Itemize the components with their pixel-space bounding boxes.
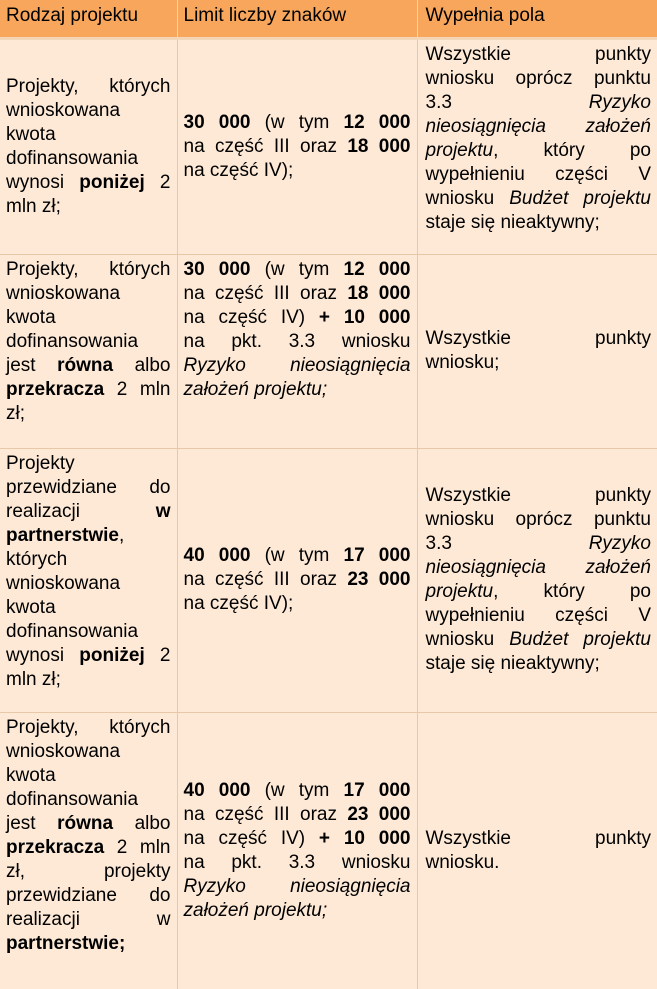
text-run: kwota: [6, 123, 56, 145]
cell-line: [426, 211, 652, 235]
text-run: wypełnieniu części V: [425, 605, 651, 626]
fields-filled-cell: [417, 712, 657, 989]
italic-text: Ryzyko nieosiągnięcia: [183, 875, 411, 897]
header-project-type: Rodzaj projektu: [0, 0, 177, 38]
text-run: zł;: [6, 402, 25, 424]
text-run: 2 mln: [104, 378, 171, 400]
cell-line: [426, 508, 652, 532]
cell-line: [184, 851, 411, 875]
text-run: wniosku;: [425, 352, 500, 373]
cell-line: [184, 592, 411, 616]
cell-line: [426, 652, 652, 676]
text-run: na część III oraz: [183, 803, 348, 825]
text-run: staje się nieaktywny;: [425, 211, 600, 233]
text-run: Projekty, których: [6, 75, 171, 97]
character-limit-cell: [177, 38, 417, 254]
text-run: Projekty, których: [6, 716, 171, 738]
text-run: (w tym: [250, 779, 344, 801]
fields-filled-cell: [417, 254, 657, 448]
project-type-cell: [0, 254, 177, 448]
text-run: 3.3: [425, 533, 589, 554]
character-limit-cell: [177, 254, 417, 448]
bold-text: w: [155, 500, 171, 522]
header-character-limit: Limit liczby znaków: [177, 0, 417, 38]
fields-filled-cell: [417, 38, 657, 254]
text-run: kwota: [6, 764, 56, 786]
text-run: na część III oraz: [183, 135, 348, 157]
text-run: na część III oraz: [183, 282, 348, 304]
bold-text: równa: [57, 812, 114, 834]
text-run: przewidziane do: [6, 476, 171, 498]
header-fields-filled: Wypełnia pola: [417, 0, 657, 38]
cell-line: [184, 779, 411, 803]
text-run: Wszystkie punkty: [425, 827, 651, 849]
cell-line: [6, 860, 171, 884]
text-run: dofinansowania: [6, 620, 139, 642]
italic-text: projektu: [425, 581, 494, 602]
bold-text: poniżej: [79, 171, 145, 193]
cell-line: [6, 908, 171, 932]
cell-line: [6, 836, 171, 860]
text-run: Projekty, których: [6, 258, 171, 280]
cell-line: [426, 67, 652, 91]
italic-text: założeń projektu;: [183, 899, 328, 921]
text-run: wypełnieniu części V: [425, 163, 651, 185]
table-row: [0, 254, 657, 448]
cell-line: [184, 875, 411, 899]
cell-line: [184, 827, 411, 851]
cell-line: [6, 740, 171, 764]
italic-text: Ryzyko: [588, 91, 651, 113]
cell-line: [6, 788, 171, 812]
cell-line: [426, 43, 652, 67]
text-run: Projekty: [6, 452, 75, 474]
text-run: wnioskowana: [6, 99, 121, 121]
cell-line: [6, 171, 171, 195]
italic-text: Budżet projektu: [509, 187, 652, 209]
text-run: 2 mln: [104, 836, 171, 858]
cell-line: [6, 524, 171, 548]
text-run: kwota: [6, 306, 56, 328]
cell-line: [184, 159, 411, 183]
text-run: Wszystkie punkty: [425, 485, 651, 506]
text-run: na część IV): [183, 306, 319, 328]
cell-line: [184, 306, 411, 330]
bold-text: 18 000: [347, 282, 411, 304]
text-run: wnioskowana: [6, 572, 121, 594]
cell-line: [6, 716, 171, 740]
cell-line: [6, 500, 171, 524]
text-run: realizacji w: [6, 908, 171, 930]
cell-line: [426, 115, 652, 139]
italic-text: Ryzyko: [588, 533, 651, 554]
italic-text: Budżet projektu: [509, 629, 652, 650]
text-run: realizacji: [6, 500, 156, 522]
cell-line: [426, 187, 652, 211]
cell-line: [6, 99, 171, 123]
cell-line: [6, 282, 171, 306]
text-run: zł, projekty: [6, 860, 171, 882]
text-run: wniosku oprócz punktu: [425, 509, 651, 530]
bold-text: 17 000: [343, 545, 411, 566]
text-run: jest: [6, 354, 58, 376]
text-run: (w tym: [250, 111, 344, 133]
text-run: 3.3: [425, 91, 589, 113]
text-run: na część IV);: [183, 593, 294, 614]
text-run: dofinansowania: [6, 788, 139, 810]
cell-line: [6, 147, 171, 171]
text-run: ,: [118, 524, 125, 546]
cell-line: [6, 75, 171, 99]
cell-line: [6, 330, 171, 354]
cell-line: [426, 532, 652, 556]
cell-line: [426, 327, 652, 351]
text-run: wniosku oprócz punktu: [425, 67, 651, 89]
cell-line: [426, 628, 652, 652]
text-run: przewidziane do: [6, 884, 171, 906]
text-run: wniosku: [425, 187, 510, 209]
cell-line: [426, 139, 652, 163]
text-run: kwota: [6, 596, 56, 618]
cell-line: [6, 596, 171, 620]
bold-text: 40 000: [183, 545, 251, 566]
text-run: wynosi: [6, 171, 80, 193]
text-run: na część IV);: [183, 159, 294, 181]
text-run: 2: [144, 644, 171, 666]
cell-line: [184, 282, 411, 306]
text-run: mln zł;: [6, 668, 61, 690]
text-run: na pkt. 3.3 wniosku: [183, 851, 411, 873]
text-run: (w tym: [250, 258, 344, 280]
cell-line: [184, 354, 411, 378]
bold-text: + 10 000: [318, 827, 411, 849]
text-run: , który po: [493, 139, 651, 161]
table-row: [0, 38, 657, 254]
cell-line: [6, 378, 171, 402]
cell-line: [184, 803, 411, 827]
bold-text: przekracza: [6, 836, 105, 858]
bold-text: 12 000: [343, 258, 411, 280]
project-type-cell: [0, 712, 177, 989]
text-run: których: [6, 548, 68, 570]
bold-text: 23 000: [347, 803, 411, 825]
text-run: jest: [6, 812, 58, 834]
cell-line: [184, 111, 411, 135]
cell-line: [184, 899, 411, 923]
text-run: Wszystkie punkty: [425, 43, 651, 65]
text-run: wniosku.: [425, 851, 500, 873]
cell-line: [426, 851, 652, 875]
text-run: Wszystkie punkty: [425, 328, 651, 349]
text-run: wniosku: [425, 629, 510, 650]
italic-text: Ryzyko nieosiągnięcia: [183, 354, 411, 376]
cell-line: [6, 812, 171, 836]
cell-line: [184, 330, 411, 354]
cell-line: [184, 378, 411, 402]
cell-line: [6, 306, 171, 330]
cell-line: [6, 572, 171, 596]
bold-text: poniżej: [79, 644, 145, 666]
cell-line: [426, 163, 652, 187]
cell-line: [426, 484, 652, 508]
cell-line: [6, 620, 171, 644]
bold-text: partnerstwie;: [6, 932, 126, 954]
italic-text: projektu: [425, 139, 494, 161]
bold-text: równa: [57, 354, 114, 376]
text-run: wynosi: [6, 644, 80, 666]
cell-line: [6, 354, 171, 378]
table-row: [0, 712, 657, 989]
text-run: albo: [113, 354, 171, 376]
text-run: na część IV): [183, 827, 319, 849]
text-run: na część III oraz: [183, 569, 348, 590]
bold-text: przekracza: [6, 378, 105, 400]
bold-text: 17 000: [343, 779, 411, 801]
cell-line: [6, 884, 171, 908]
cell-line: [6, 764, 171, 788]
text-run: wnioskowana: [6, 740, 121, 762]
header-row: [0, 0, 657, 38]
cell-line: [6, 258, 171, 282]
text-run: 2: [144, 171, 171, 193]
cell-line: [426, 580, 652, 604]
text-run: wnioskowana: [6, 282, 121, 304]
project-type-cell: [0, 38, 177, 254]
fields-filled-cell: [417, 448, 657, 712]
bold-text: 23 000: [347, 569, 411, 590]
bold-text: 40 000: [183, 779, 251, 801]
text-run: (w tym: [250, 545, 344, 566]
italic-text: założeń projektu;: [183, 378, 328, 400]
cell-line: [6, 548, 171, 572]
cell-line: [426, 351, 652, 375]
italic-text: nieosiągnięcia założeń: [425, 115, 651, 137]
table-row: [0, 448, 657, 712]
project-type-cell: [0, 448, 177, 712]
character-limit-cell: [177, 712, 417, 989]
cell-line: [6, 932, 171, 956]
cell-line: [184, 544, 411, 568]
cell-line: [184, 568, 411, 592]
cell-line: [184, 258, 411, 282]
bold-text: 30 000: [183, 111, 251, 133]
text-run: staje się nieaktywny;: [425, 653, 600, 674]
bold-text: 12 000: [343, 111, 411, 133]
cell-line: [6, 452, 171, 476]
text-run: dofinansowania: [6, 330, 139, 352]
bold-text: partnerstwie: [6, 524, 119, 546]
cell-line: [426, 556, 652, 580]
text-run: , który po: [493, 581, 651, 602]
bold-text: 30 000: [183, 258, 251, 280]
bold-text: + 10 000: [318, 306, 411, 328]
cell-line: [426, 91, 652, 115]
text-run: mln zł;: [6, 195, 61, 217]
cell-line: [6, 195, 171, 219]
bold-text: 18 000: [347, 135, 411, 157]
cell-line: [6, 402, 171, 426]
italic-text: nieosiągnięcia założeń: [425, 557, 651, 578]
text-run: na pkt. 3.3 wniosku: [183, 330, 411, 352]
text-run: albo: [113, 812, 171, 834]
text-run: dofinansowania: [6, 147, 139, 169]
cell-line: [6, 476, 171, 500]
cell-line: [184, 135, 411, 159]
cell-line: [426, 604, 652, 628]
cell-line: [426, 827, 652, 851]
character-limit-cell: [177, 448, 417, 712]
cell-line: [6, 123, 171, 147]
cell-line: [6, 644, 171, 668]
cell-line: [6, 668, 171, 692]
